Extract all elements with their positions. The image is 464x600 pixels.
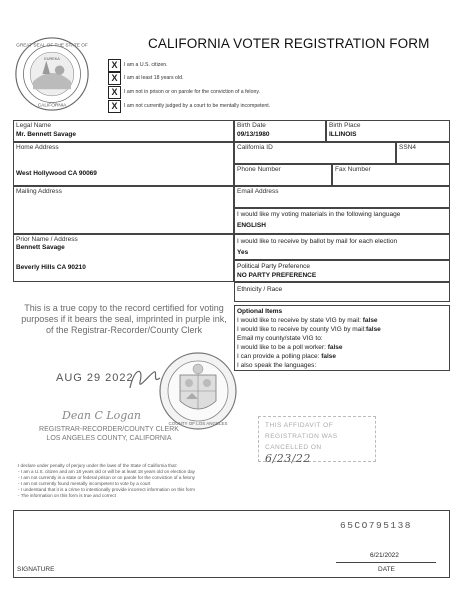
age-label: I am at least 18 years old. [124,75,184,81]
language-cell[interactable] [234,208,450,234]
citizen-checkbox[interactable]: X [108,59,121,72]
signature-label: SIGNATURE [17,566,55,573]
declaration-text [18,463,195,500]
affidavit-cancel-date: 6/23/22 [265,452,311,465]
certification-line-1: This is a true copy to the record certified for voting [24,303,224,313]
optional-items-cell [234,305,450,371]
birth-place-cell[interactable] [326,120,450,142]
prior-name-value: Bennett Savage [16,244,65,251]
party-label: Political Party Preference [237,263,310,270]
mail-ballot-value: Yes [237,249,249,256]
seal-motto: EUREKA [44,56,60,61]
ssn4-label: SSN4 [399,144,416,151]
felony-label: I am not in prison or on parole for the conviction of a felony. [124,89,261,95]
seal-top-text: GREAT SEAL OF THE STATE OF [16,43,88,49]
california-id-cell[interactable] [234,142,396,164]
email-address-label: Email Address [237,188,279,195]
declaration-line: I declare under penalty of perjury under the laws of the State of California that: [18,463,178,468]
home-address-label: Home Address [16,144,59,151]
form-title: CALIFORNIA VOTER REGISTRATION FORM [148,36,430,51]
seal-bottom-text: CALIFORNIA [37,103,67,109]
affidavit-cancelled-stamp [258,416,376,465]
phone-number-label: Phone Number [237,166,281,173]
ethnicity-cell[interactable] [234,282,450,302]
age-checkbox[interactable]: X [108,72,121,85]
mail-ballot-cell[interactable] [234,234,450,260]
legal-name-cell[interactable] [13,120,234,142]
legal-name-label: Legal Name [16,122,52,129]
phone-number-cell[interactable] [234,164,332,186]
optional-county-vig: I would like to receive by county VIG by mail:false [237,326,381,333]
citizen-label: I am a U.S. citizen. [124,62,168,68]
date-underline [336,562,436,563]
birth-place-label: Birth Place [329,122,361,129]
optional-state-vig: I would like to receive by state VIG by mail: false [237,317,378,324]
california-id-label: California ID [237,144,273,151]
registrar-title: REGISTRAR-RECORDER/COUNTY CLERK [39,426,179,433]
state-seal-icon [14,36,90,112]
party-cell[interactable] [234,260,450,282]
optional-polling-place: I can provide a polling place: false [237,353,337,360]
signature-date-value: 6/21/2022 [370,552,399,559]
ethnicity-label: Ethnicity / Race [237,286,283,293]
email-address-cell[interactable] [234,186,450,208]
competency-label: I am not currently judged by a court to be mentally incompetent. [124,103,271,109]
optional-poll-worker: I would like to be a poll worker: false [237,344,343,351]
language-value: ENGLISH [237,222,266,229]
birth-date-cell[interactable] [234,120,326,142]
optional-items-heading: Optional Items [237,308,283,315]
birth-place-value: ILLINOIS [329,131,357,138]
legal-name-value: Mr. Bennett Savage [16,131,76,138]
declaration-line: - I am not currently found mentally incompetent to vote by a court [18,481,151,487]
prior-name-cell[interactable] [13,234,234,282]
affidavit-line-1: THIS AFFIDAVIT OF [265,422,334,429]
county-seal-icon [158,351,238,431]
date-label: DATE [378,566,395,573]
affidavit-line-2: REGISTRATION WAS [265,433,338,440]
prior-address-value: Beverly Hills CA 90210 [16,264,86,271]
party-value: NO PARTY PREFERENCE [237,272,317,279]
home-address-cell[interactable] [13,142,234,186]
county-seal-text: COUNTY OF LOS ANGELES [168,421,228,426]
certification-text [14,303,234,336]
mailing-address-label: Mailing Address [16,188,62,195]
certification-line-3: of the Registrar-Recorder/County Clerk [45,325,203,335]
certification-line-2: purposes if it bears the seal, imprinted in purple ink, [21,314,227,324]
home-address-value: West Hollywood CA 90069 [16,170,97,177]
mail-ballot-label: I would like to receive by ballot by mail for each election [237,238,398,245]
fax-number-cell[interactable] [332,164,450,186]
declaration-line: - I understand that it is a crime to intentionally provide incorrect information on this form [18,487,195,493]
declaration-line: - The information on this form is true and correct [18,493,116,499]
optional-languages: I also speak the languages: [237,362,317,369]
affidavit-line-3: CANCELLED ON 6/23/22 [265,444,322,465]
mailing-address-cell[interactable] [13,186,234,234]
prior-name-label: Prior Name / Address [16,236,78,243]
birth-date-label: Birth Date [237,122,266,129]
registrar-signature: Dean C Logan [62,409,141,422]
birth-date-value: 09/13/1980 [237,131,270,138]
language-label: I would like my voting materials in the following language [237,211,401,218]
registration-id: 65CO795138 [340,520,413,531]
ssn4-cell[interactable] [396,142,450,164]
felony-checkbox[interactable]: X [108,86,121,99]
declaration-line: - I am a U.S. citizen and am 18 years old or will be at least 18 years old on election day [18,469,195,475]
registrar-county: LOS ANGELES COUNTY, CALIFORNIA [46,435,172,442]
fax-number-label: Fax Number [335,166,371,173]
stamp-date: AUG 29 2022 [56,372,134,384]
competency-checkbox[interactable]: X [108,100,121,113]
optional-email-vig: Email my county/state VIG to: [237,335,323,342]
declaration-line: - I am not currently in a state or federal prison or on parole for the conviction of a felony [18,475,195,481]
signature-block[interactable] [13,510,450,578]
